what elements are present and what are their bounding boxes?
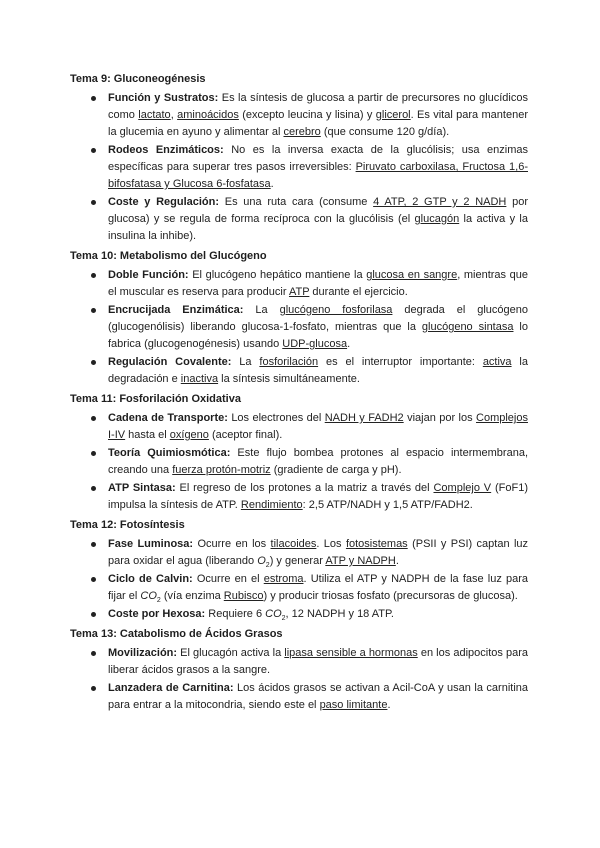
text-run: la activa y la insulina la inhibe). xyxy=(108,213,528,242)
section-heading: Tema 9: Gluconeogénesis xyxy=(70,73,206,85)
text-run: en los adipocitos para liberar ácidos grasos a la sangre. xyxy=(108,647,528,676)
formula-symbol: CO xyxy=(265,608,282,620)
text-run: por glucosa) y se regula de forma recíproca con la glucólisis (el xyxy=(108,196,528,225)
text-run: Es la síntesis de glucosa a partir de precursores no glucídicos como xyxy=(108,92,528,121)
text-run: degrada el glucógeno (glucogenólisis) liberando glucosa-1-fosfato, mientras que la xyxy=(108,304,528,333)
underlined-term: fotosistemas xyxy=(345,538,408,550)
text-run: . xyxy=(387,699,391,711)
subscript: 2 xyxy=(281,615,286,623)
underlined-term: lactato xyxy=(138,109,171,121)
underlined-term: ATP y NADPH xyxy=(325,555,396,567)
text-run: (FoF1) impulsa la síntesis de ATP. xyxy=(108,482,529,511)
list-item xyxy=(108,645,528,679)
text-run: : 2,5 ATP/NADH y 1,5 ATP/FADH2. xyxy=(302,499,473,511)
text-run: ) y producir triosas fosfato (precursoras de glucosa). xyxy=(263,590,518,602)
section-tema-13 xyxy=(70,626,528,714)
section-heading: Tema 10: Metabolismo del Glucógeno xyxy=(70,250,267,262)
list-item xyxy=(108,302,528,353)
underlined-term: cerebro xyxy=(283,126,321,138)
underlined-term: paso limitante xyxy=(319,699,388,711)
bullet-list xyxy=(70,410,528,514)
text-run: Requiere 6 xyxy=(205,608,266,620)
text-run: , 12 NADPH y 18 ATP. xyxy=(285,608,394,620)
text-run: viajan por los xyxy=(403,412,477,424)
text-run: (aceptor final). xyxy=(208,429,283,441)
underlined-term: glucosa en sangre xyxy=(366,269,458,281)
text-run: hasta el xyxy=(125,429,170,441)
list-item xyxy=(108,606,528,623)
text-run: . Utiliza el ATP y NADPH de la fase luz para fijar el xyxy=(108,573,528,602)
term-label: Encrucijada Enzimática: xyxy=(108,304,244,316)
term-label: Doble Función: xyxy=(108,269,189,281)
term-label: Coste por Hexosa: xyxy=(108,608,206,620)
text-run: Los ácidos grasos se activan a Acil-CoA y usan la carnitina para entrar a la mitocondria, siendo este el xyxy=(108,682,528,711)
list-item xyxy=(108,142,528,193)
underlined-term: 4 ATP, 2 GTP y 2 NADH xyxy=(373,196,507,208)
text-run: Es una ruta cara (consume xyxy=(219,196,374,208)
text-run: ) y generar xyxy=(269,555,326,567)
text-run: Ocurre en los xyxy=(193,538,271,550)
underlined-term: estroma xyxy=(263,573,304,585)
formula-symbol: CO xyxy=(140,590,157,602)
text-run: (que consume 120 g/día). xyxy=(320,126,450,138)
list-item xyxy=(108,680,528,714)
text-run: durante el ejercicio. xyxy=(309,286,408,298)
text-run: Este flujo bombea protones al espacio intermembrana, creando una xyxy=(108,447,528,476)
underlined-term: glucógeno sintasa xyxy=(421,321,514,333)
underlined-term: lipasa sensible a hormonas xyxy=(284,647,418,659)
text-run: , mientras que el muscular es reserva para producir xyxy=(108,269,529,298)
section-tema-10 xyxy=(70,248,528,388)
underlined-term: glucagón xyxy=(414,213,460,225)
text-run: (vía enzima xyxy=(160,590,224,602)
underlined-term: Rubisco xyxy=(223,590,264,602)
underlined-term: ATP xyxy=(288,286,310,298)
text-run: . Es vital para mantener la glucemia en ayuno y alimentar al xyxy=(108,109,528,138)
underlined-term: fuerza protón-motriz xyxy=(172,464,271,476)
list-item xyxy=(108,571,528,605)
underlined-term: Complejo V xyxy=(433,482,492,494)
underlined-term: tilacoides xyxy=(270,538,317,550)
subscript: 2 xyxy=(156,597,161,605)
list-item xyxy=(108,267,528,301)
term-label: Coste y Regulación: xyxy=(108,196,220,208)
section-heading: Tema 11: Fosforilación Oxidativa xyxy=(70,393,241,405)
underlined-term: Complejos I-IV xyxy=(108,412,528,441)
text-run: . xyxy=(395,555,399,567)
term-label: Lanzadera de Carnitina: xyxy=(108,682,234,694)
text-run: la degradación e xyxy=(108,356,528,385)
text-run: , xyxy=(170,109,178,121)
formula-symbol: O xyxy=(257,555,266,567)
section-heading: Tema 12: Fotosíntesis xyxy=(70,519,185,531)
term-label: Movilización: xyxy=(108,647,178,659)
text-run: es el interruptor importante: xyxy=(318,356,483,368)
term-label: ATP Sintasa: xyxy=(108,482,176,494)
text-run: El glucógeno hepático mantiene la xyxy=(188,269,367,281)
text-run: . xyxy=(347,338,351,350)
text-run: Ocurre en el xyxy=(192,573,264,585)
list-item xyxy=(108,536,528,570)
text-run: (PSII y PSI) captan luz para oxidar el agua (liberando xyxy=(108,538,529,567)
text-run: . xyxy=(270,178,274,190)
text-run: El glucagón activa la xyxy=(177,647,285,659)
list-item xyxy=(108,445,528,479)
text-run: . Los xyxy=(316,538,346,550)
section-tema-12 xyxy=(70,517,528,623)
underlined-term: fosforilación xyxy=(259,356,319,368)
document-body xyxy=(70,71,528,717)
bullet-list xyxy=(70,536,528,623)
subscript: 2 xyxy=(265,562,270,570)
text-run: El regreso de los protones a la matriz a través del xyxy=(175,482,434,494)
text-run: No es la inversa exacta de la glucólisis; usa enzimas específicas para superar tres pasos irreversibles: xyxy=(108,144,528,173)
list-item xyxy=(108,480,528,514)
term-label: Función y Sustratos: xyxy=(108,92,219,104)
term-label: Rodeos Enzimáticos: xyxy=(108,144,224,156)
underlined-term: Piruvato carboxilasa, Fructosa 1,6-bifosfatasa y Glucosa 6-fosfatasa xyxy=(108,161,528,190)
text-run: La xyxy=(231,356,260,368)
underlined-term: glicerol xyxy=(375,109,411,121)
term-label: Cadena de Transporte: xyxy=(108,412,228,424)
section-tema-11 xyxy=(70,391,528,514)
text-run: (gradiente de carga y pH). xyxy=(270,464,402,476)
list-item xyxy=(108,354,528,388)
underlined-term: inactiva xyxy=(180,373,219,385)
term-label: Ciclo de Calvin: xyxy=(108,573,193,585)
bullet-list xyxy=(70,645,528,714)
list-item xyxy=(108,90,528,141)
text-run: Los electrones del xyxy=(227,412,325,424)
underlined-term: Rendimiento xyxy=(240,499,303,511)
underlined-term: oxígeno xyxy=(169,429,209,441)
term-label: Fase Luminosa: xyxy=(108,538,194,550)
text-run: (excepto leucina y lisina) y xyxy=(238,109,376,121)
bullet-list xyxy=(70,267,528,388)
underlined-term: activa xyxy=(482,356,512,368)
bullet-list xyxy=(70,90,528,245)
underlined-term: glucógeno fosforilasa xyxy=(279,304,393,316)
section-tema-9 xyxy=(70,71,528,245)
section-heading: Tema 13: Catabolismo de Ácidos Grasos xyxy=(70,628,283,640)
list-item xyxy=(108,194,528,245)
text-run: la síntesis simultáneamente. xyxy=(218,373,360,385)
underlined-term: UDP-glucosa xyxy=(282,338,348,350)
term-label: Regulación Covalente: xyxy=(108,356,232,368)
text-run: lo fabrica (glucogenogénesis) usando xyxy=(108,321,528,350)
text-run: La xyxy=(243,304,280,316)
list-item xyxy=(108,410,528,444)
underlined-term: aminoácidos xyxy=(177,109,239,121)
term-label: Teoría Quimiosmótica: xyxy=(108,447,231,459)
underlined-term: NADH y FADH2 xyxy=(324,412,404,424)
